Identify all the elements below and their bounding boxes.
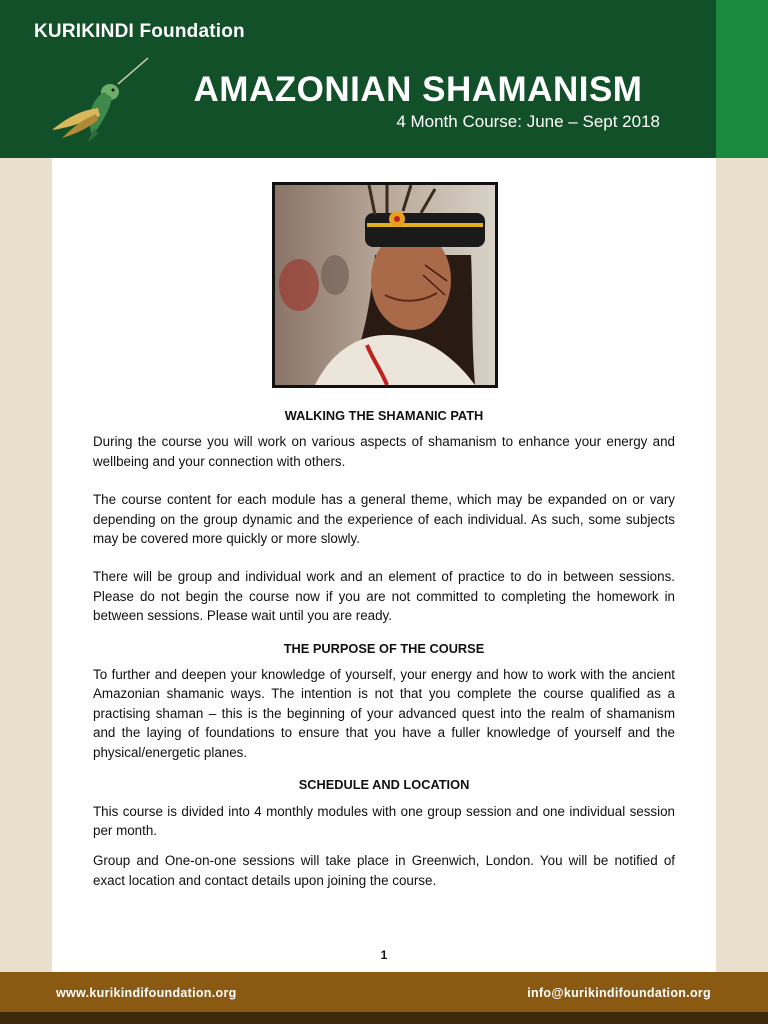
paragraph: This course is divided into 4 monthly modules with one group session and one individual session per month. — [93, 803, 675, 838]
footer-strip — [0, 1012, 768, 1024]
paragraph: There will be group and individual work and an element of practice to do in between sessions. Please do not begin the course now if you are not committed to completing the homework in between sessions. Please wait until you are ready. — [93, 569, 675, 624]
paragraph: To further and deepen your knowledge of yourself, your energy and how to work with the ancient Amazonian shamanic ways. The intention is not that you complete the course qualified as a practising shaman – this is the beginning of your advanced quest into the realm of shamanism and the laying of foundations to ensure that you have a fuller knowledge of yourself and the physical/energetic planes. — [93, 667, 675, 760]
header-accent-bar — [716, 0, 768, 158]
header-banner — [0, 0, 716, 158]
section-heading: WALKING THE SHAMANIC PATH — [284, 408, 484, 423]
document-page — [52, 158, 716, 972]
org-name: KURIKINDI Foundation — [34, 21, 245, 42]
course-dates: 4 Month Course: June – Sept 2018 — [396, 112, 660, 131]
body-content — [93, 406, 675, 890]
shaman-photo — [272, 182, 498, 388]
page-title: AMAZONIAN SHAMANISM — [193, 70, 643, 109]
page-number: 1 — [380, 948, 388, 962]
paragraph: During the course you will work on various aspects of shamanism to enhance your energy and wellbeing and your connection with others. — [93, 434, 675, 469]
email-link[interactable]: info@kurikindifoundation.org — [527, 986, 711, 1000]
paragraph: Group and One-on-one sessions will take place in Greenwich, London. You will be notified of exact location and contact details upon joining the course. — [93, 853, 675, 888]
section-heading: THE PURPOSE OF THE COURSE — [283, 640, 485, 656]
footer-bar — [0, 972, 768, 1012]
paragraph: The course content for each module has a general theme, which may be expanded on or vary depending on the group dynamic and the experience of each individual. As such, some subjects may be covered more quickly or more slowly. — [93, 492, 675, 547]
shaman-photo-illustration — [275, 185, 495, 385]
hummingbird-icon — [48, 48, 158, 144]
website-link[interactable]: www.kurikindifoundation.org — [56, 986, 237, 1000]
section-heading: SCHEDULE AND LOCATION — [298, 777, 470, 793]
